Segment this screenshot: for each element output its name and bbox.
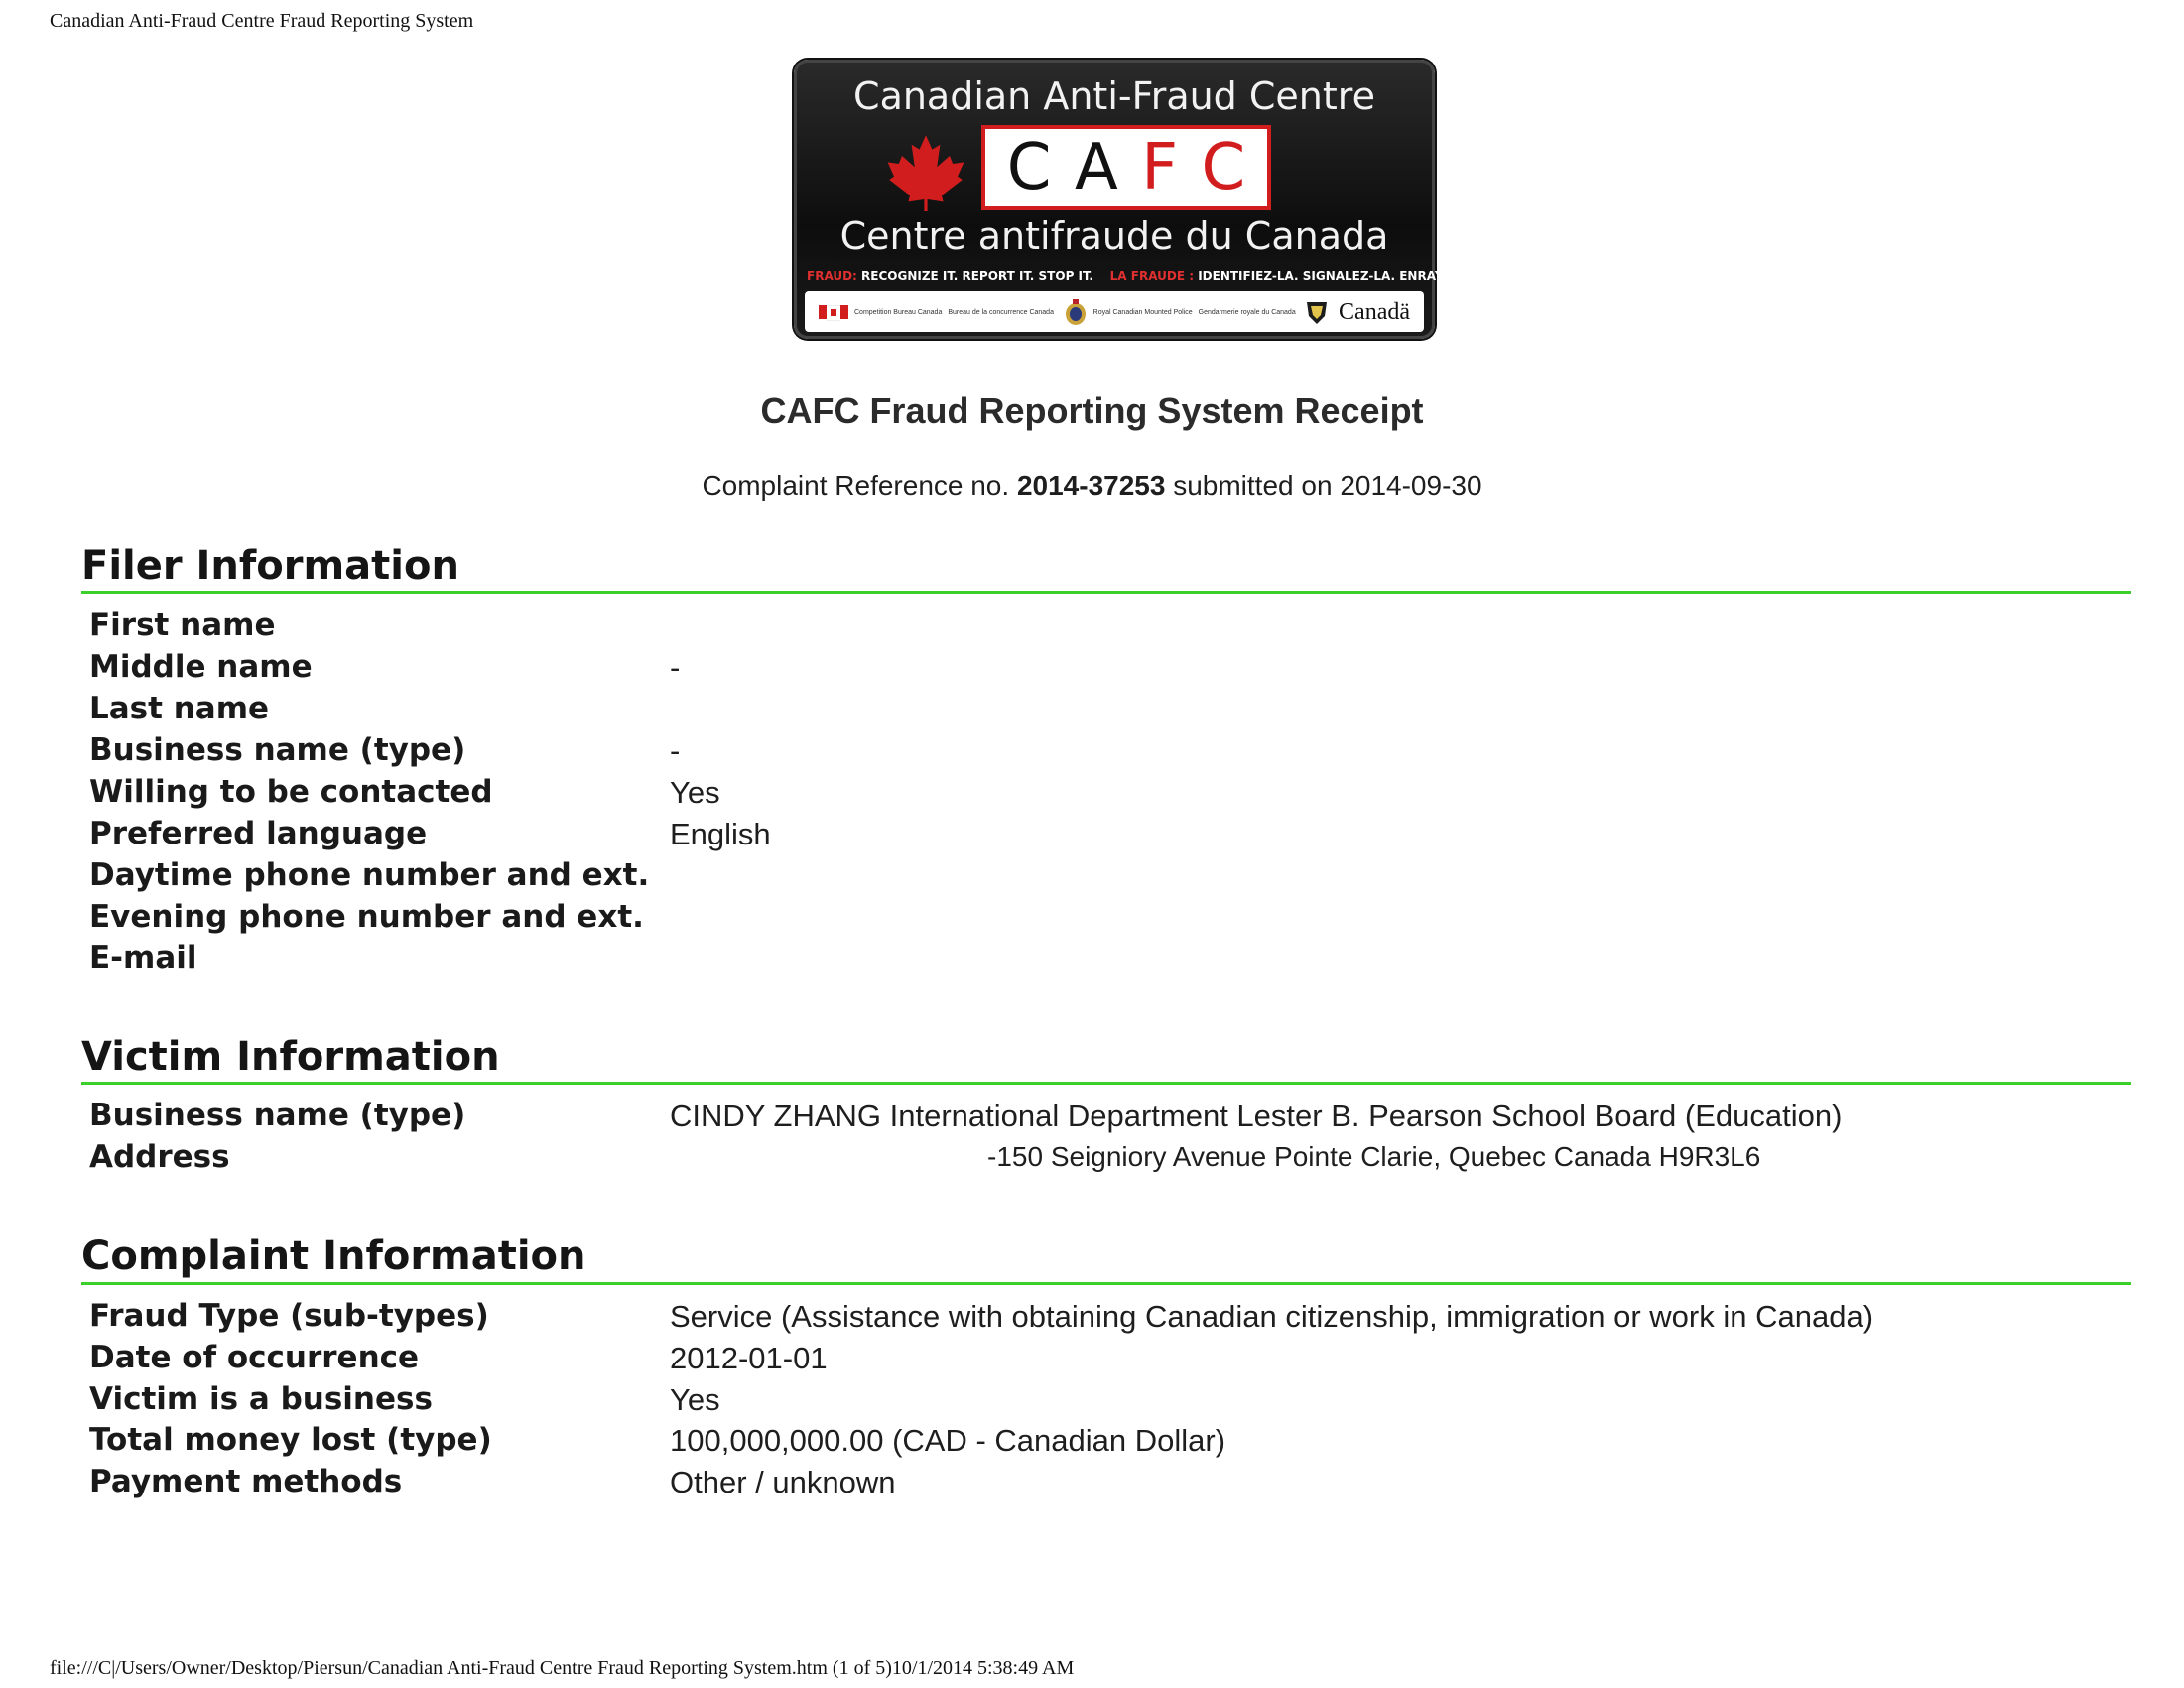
- logo-letter-a: A: [1074, 131, 1118, 204]
- section-title-filer: Filer Information: [81, 543, 459, 588]
- section-rule-complaint: [81, 1282, 2131, 1285]
- logo-letter-f: F: [1141, 131, 1179, 204]
- field-value: Other / unknown: [670, 1465, 896, 1499]
- partner-3-text: Royal Canadian Mounted Police: [1092, 308, 1193, 316]
- reference-line: [0, 470, 2184, 502]
- ref-prefix: Complaint Reference no.: [702, 470, 1017, 501]
- field-label: Business name (type): [89, 732, 466, 768]
- canada-wordmark: Canadä: [1339, 298, 1410, 325]
- ref-suffix: submitted on 2014-09-30: [1165, 470, 1482, 501]
- partner-logos: [805, 291, 1424, 332]
- field-label: Middle name: [89, 649, 313, 685]
- field-label: Victim is a business: [89, 1381, 433, 1417]
- competition-bureau-logo: [819, 305, 1054, 319]
- field-label: Last name: [89, 691, 270, 726]
- field-value: English: [670, 817, 771, 851]
- rcmp-logo: [1064, 298, 1296, 325]
- field-label: Address: [89, 1139, 230, 1175]
- logo-letter-c1: C: [1006, 131, 1052, 204]
- partner-1-text: Competition Bureau Canada: [854, 308, 943, 316]
- rcmp-crest-icon: [1064, 298, 1088, 325]
- field-label: Daytime phone number and ext.: [89, 857, 650, 893]
- field-value: Service (Assistance with obtaining Canadian citizenship, immigration or work in Canada): [670, 1299, 1874, 1334]
- field-value: -: [670, 650, 681, 685]
- logo-letter-c2: C: [1201, 131, 1246, 204]
- cafc-logo-banner: [794, 60, 1486, 339]
- field-label: Evening phone number and ext.: [89, 899, 644, 935]
- field-label: Date of occurrence: [89, 1340, 420, 1375]
- cafc-letters: [981, 125, 1271, 210]
- field-label: E-mail: [89, 940, 197, 975]
- logo-slogan: [807, 269, 1486, 283]
- field-value: -: [670, 733, 681, 768]
- field-label: First name: [89, 607, 276, 643]
- field-label: Total money lost (type): [89, 1422, 492, 1458]
- canada-flag-icon: [819, 305, 848, 319]
- ref-number: 2014-37253: [1016, 470, 1166, 501]
- logo-title-fr: Centre antifraude du Canada: [839, 214, 1389, 258]
- section-title-victim: Victim Information: [81, 1034, 500, 1080]
- field-label: Business name (type): [89, 1098, 466, 1133]
- slogan-en-text: RECOGNIZE IT. REPORT IT. STOP IT.: [856, 269, 1093, 283]
- field-label: Preferred language: [89, 816, 428, 851]
- section-rule-victim: [81, 1082, 2131, 1085]
- slogan-en-label: FRAUD:: [807, 269, 857, 283]
- logo-title-en: Canadian Anti-Fraud Centre: [853, 74, 1375, 118]
- opp-badge-icon: [1305, 298, 1329, 325]
- field-value: -150 Seigniory Avenue Pointe Clarie, Quebec Canada H9R3L6: [987, 1141, 1761, 1172]
- slogan-fr-label: LA FRAUDE :: [1109, 269, 1195, 283]
- field-value: 100,000,000.00 (CAD - Canadian Dollar): [670, 1423, 1226, 1458]
- field-value: 2012-01-01: [670, 1341, 828, 1375]
- slogan-fr-text: IDENTIFIEZ-LA. SIGNALEZ-LA. ENRAYEZ-LA.: [1194, 269, 1486, 283]
- print-header: Canadian Anti-Fraud Centre Fraud Reporting System: [50, 10, 474, 32]
- print-footer: file:///C|/Users/Owner/Desktop/Piersun/Canadian Anti-Fraud Centre Fraud Reporting System.htm (1 of 5)10/1/2014 5:38:49 AM: [50, 1657, 1075, 1679]
- partner-2-text: Bureau de la concurrence Canada: [948, 308, 1054, 316]
- field-value: Yes: [670, 1382, 720, 1417]
- section-rule-filer: [81, 591, 2131, 594]
- maple-leaf-icon: [886, 132, 965, 211]
- field-value: CINDY ZHANG International Department Lester B. Pearson School Board (Education): [670, 1099, 1843, 1133]
- partner-4-text: Gendarmerie royale du Canada: [1198, 308, 1296, 316]
- field-value: Yes: [670, 775, 720, 810]
- field-label: Payment methods: [89, 1464, 403, 1499]
- receipt-title: CAFC Fraud Reporting System Receipt: [760, 390, 1424, 431]
- field-label: Fraud Type (sub-types): [89, 1298, 489, 1334]
- section-title-complaint: Complaint Information: [81, 1234, 586, 1279]
- field-label: Willing to be contacted: [89, 774, 493, 810]
